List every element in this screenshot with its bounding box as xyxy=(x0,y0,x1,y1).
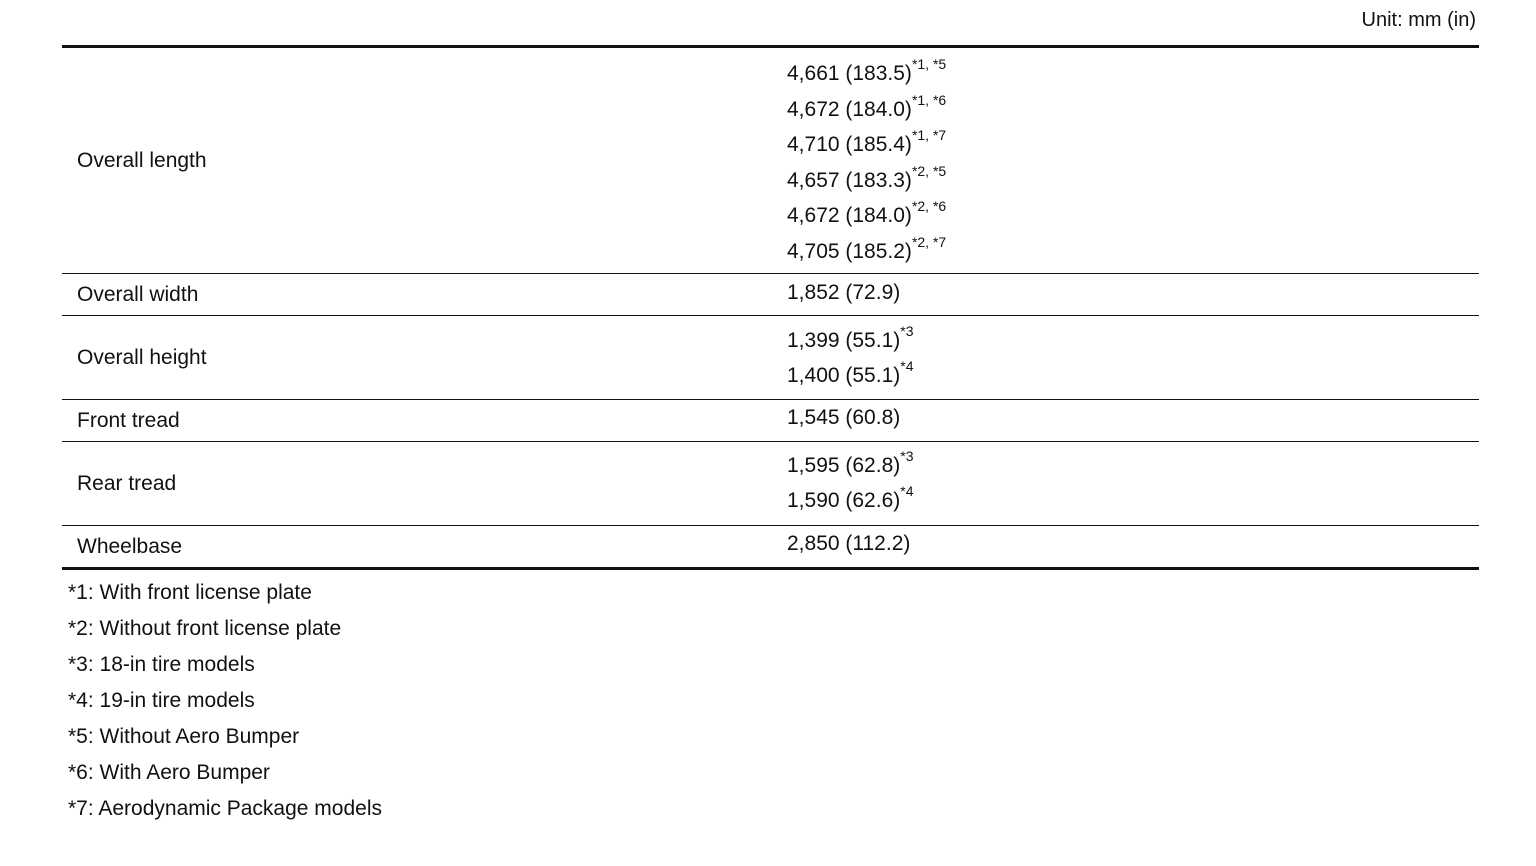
value-line: 1,400 $(55.1)^{*4}$ xyxy=(787,358,914,387)
value-line: 1,590 $(62.6)^{*4}$ xyxy=(787,483,914,512)
footnote-ref: *3 xyxy=(900,448,914,464)
footnote-ref: *2, *7 xyxy=(911,234,947,250)
table-bottom-rule xyxy=(62,567,1479,570)
footnote-ref: *1, *5 xyxy=(911,56,947,72)
row-label: Front tread xyxy=(77,408,180,432)
value-line: 1,595 $(62.8)^{*3}$ xyxy=(787,448,914,477)
table-row-overall-length xyxy=(62,48,1479,273)
footnote-ref: *4 xyxy=(900,483,914,499)
row-label: Overall height xyxy=(77,345,207,369)
table-row-front-tread xyxy=(62,400,1479,441)
dimensions-table xyxy=(62,45,1479,570)
table-row-rear-tread xyxy=(62,442,1479,525)
value-line: 4,710 $(185.4)^{*1, *7}$ xyxy=(787,127,947,156)
value-line: 4,657 $(183.3)^{*2, *5}$ xyxy=(787,163,947,192)
footnote-ref: *1, *6 xyxy=(911,92,947,108)
footnote-ref: *2, *5 xyxy=(911,163,947,179)
footnote-ref: *2, *6 xyxy=(911,198,947,214)
footnote-ref: *3 xyxy=(900,323,914,339)
footnotes xyxy=(68,578,382,830)
value-line: 1,852 (72.9) xyxy=(787,281,901,304)
footnote-ref: *4 xyxy=(900,358,914,374)
value-line: 4,672 $(184.0)^{*1, *6}$ xyxy=(787,92,947,121)
value-line: 4,672 $(184.0)^{*2, *6}$ xyxy=(787,198,947,227)
value-line: 4,705 $(185.2)^{*2, *7}$ xyxy=(787,234,947,263)
row-label: Rear tread xyxy=(77,471,177,495)
table-row-overall-height xyxy=(62,316,1479,399)
table-row-overall-width xyxy=(62,274,1479,315)
footnote-item: *5: Without Aero Bumper xyxy=(68,725,300,748)
footnote-item: *6: With Aero Bumper xyxy=(68,761,270,784)
value-line: 1,399 $(55.1)^{*3}$ xyxy=(787,323,914,352)
row-label: Overall length xyxy=(77,148,207,172)
value-line: 1,545 (60.8) xyxy=(787,406,901,429)
unit-label: Unit: mm (in) xyxy=(1361,9,1476,31)
row-label: Overall width xyxy=(77,282,199,306)
footnote-item: *4: 19-in tire models xyxy=(68,689,255,712)
footnote-item: *7: Aerodynamic Package models xyxy=(68,797,383,820)
row-label: Wheelbase xyxy=(77,534,183,558)
footnote-item: *2: Without front license plate xyxy=(68,617,342,640)
footnote-item: *1: With front license plate xyxy=(68,581,312,604)
footnote-ref: *1, *7 xyxy=(911,127,947,143)
footnote-item: *3: 18-in tire models xyxy=(68,653,255,676)
value-line: 4,661 $(183.5)^{*1, *5}$ xyxy=(787,56,947,85)
value-line: 2,850 (112.2) xyxy=(787,532,911,555)
table-row-wheelbase xyxy=(62,526,1479,567)
